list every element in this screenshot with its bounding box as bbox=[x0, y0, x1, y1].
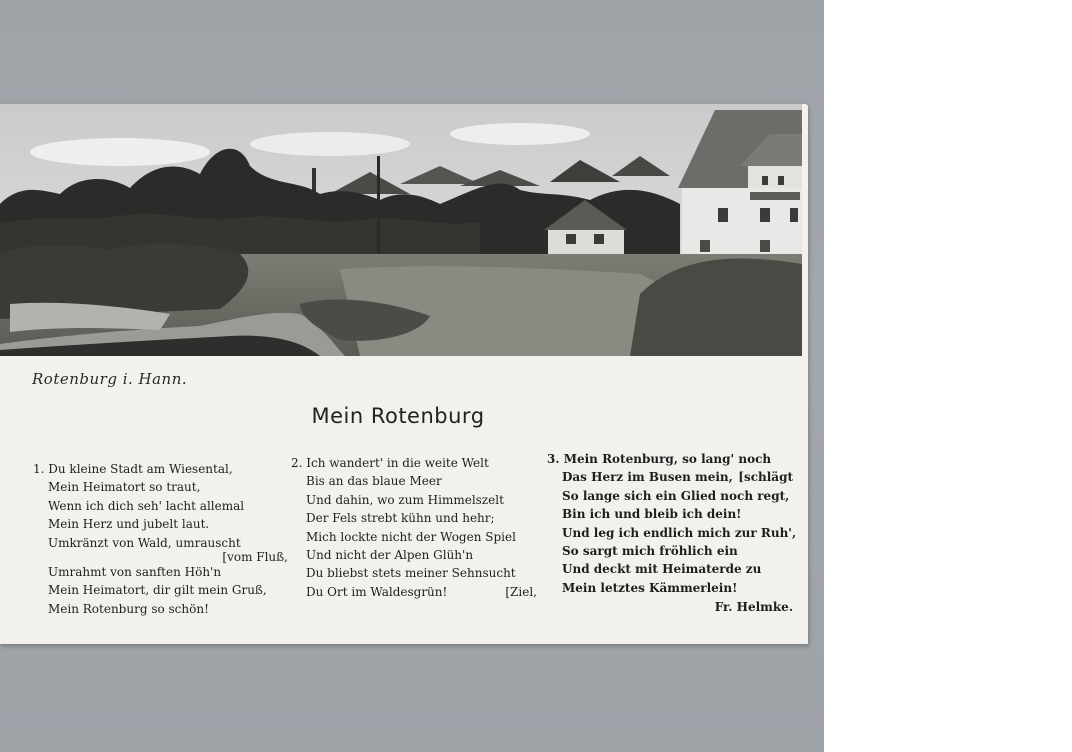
verse-line: 2. Ich wandert' in die weite Welt bbox=[291, 456, 489, 470]
verse-line: Bis an das blaue Meer bbox=[306, 474, 442, 489]
verse-line: Umrahmt von sanften Höh'n bbox=[48, 565, 222, 580]
verse-line: Mich lockte nicht der Wogen Spiel bbox=[306, 529, 516, 544]
verse-2 bbox=[291, 454, 541, 601]
verse-line: Du Ort im Waldesgrün! bbox=[306, 584, 448, 599]
verse-line: Mein Heimatort so traut, bbox=[48, 480, 201, 495]
verse-line: Der Fels strebt kühn und hehr; bbox=[306, 511, 495, 526]
verse-line: Und deckt mit Heimaterde zu bbox=[562, 562, 762, 577]
verse-line-overflow: [Ziel, bbox=[505, 584, 537, 599]
photo-caption: Rotenburg i. Hann. bbox=[32, 370, 188, 388]
verse-1 bbox=[33, 460, 288, 618]
verse-line: 1. Du kleine Stadt am Wiesental, bbox=[33, 462, 233, 476]
verse-line: Und leg ich endlich mich zur Ruh', bbox=[562, 525, 797, 540]
verse-line: Mein letztes Kämmerlein! bbox=[562, 580, 738, 595]
verse-line: Mein Rotenburg so schön! bbox=[48, 601, 209, 616]
verse-line: [vom Fluß, bbox=[222, 550, 288, 565]
verse-line: Und nicht der Alpen Glüh'n bbox=[306, 548, 474, 563]
author-signature: Fr. Helmke. bbox=[714, 600, 793, 614]
verse-line: 3. Mein Rotenburg, so lang' noch bbox=[547, 452, 772, 466]
verse-line: Das Herz im Busen mein, bbox=[562, 470, 733, 485]
verse-line: Und dahin, wo zum Himmelszelt bbox=[306, 492, 504, 507]
verse-line: Mein Heimatort, dir gilt mein Gruß, bbox=[48, 583, 267, 598]
verse-line: Du bliebst stets meiner Sehnsucht bbox=[306, 566, 516, 581]
verse-line-overflow: [schlägt bbox=[738, 470, 793, 485]
town-photo bbox=[0, 104, 802, 356]
verse-line: Wenn ich dich seh' lacht allemal bbox=[48, 498, 245, 513]
verse-line: So sargt mich fröhlich ein bbox=[562, 544, 738, 559]
verse-line-with-overflow bbox=[547, 468, 795, 486]
verse-line: Mein Herz und jubelt laut. bbox=[48, 517, 210, 532]
poem-title: Mein Rotenburg bbox=[311, 404, 485, 428]
verse-line: Umkränzt von Wald, umrauscht bbox=[48, 535, 241, 550]
verse-line-last bbox=[291, 583, 541, 601]
verse-line: Bin ich und bleib ich dein! bbox=[562, 507, 742, 522]
verse-3 bbox=[547, 450, 795, 597]
verse-line: So lange sich ein Glied noch regt, bbox=[562, 488, 790, 503]
postcard bbox=[0, 104, 808, 644]
